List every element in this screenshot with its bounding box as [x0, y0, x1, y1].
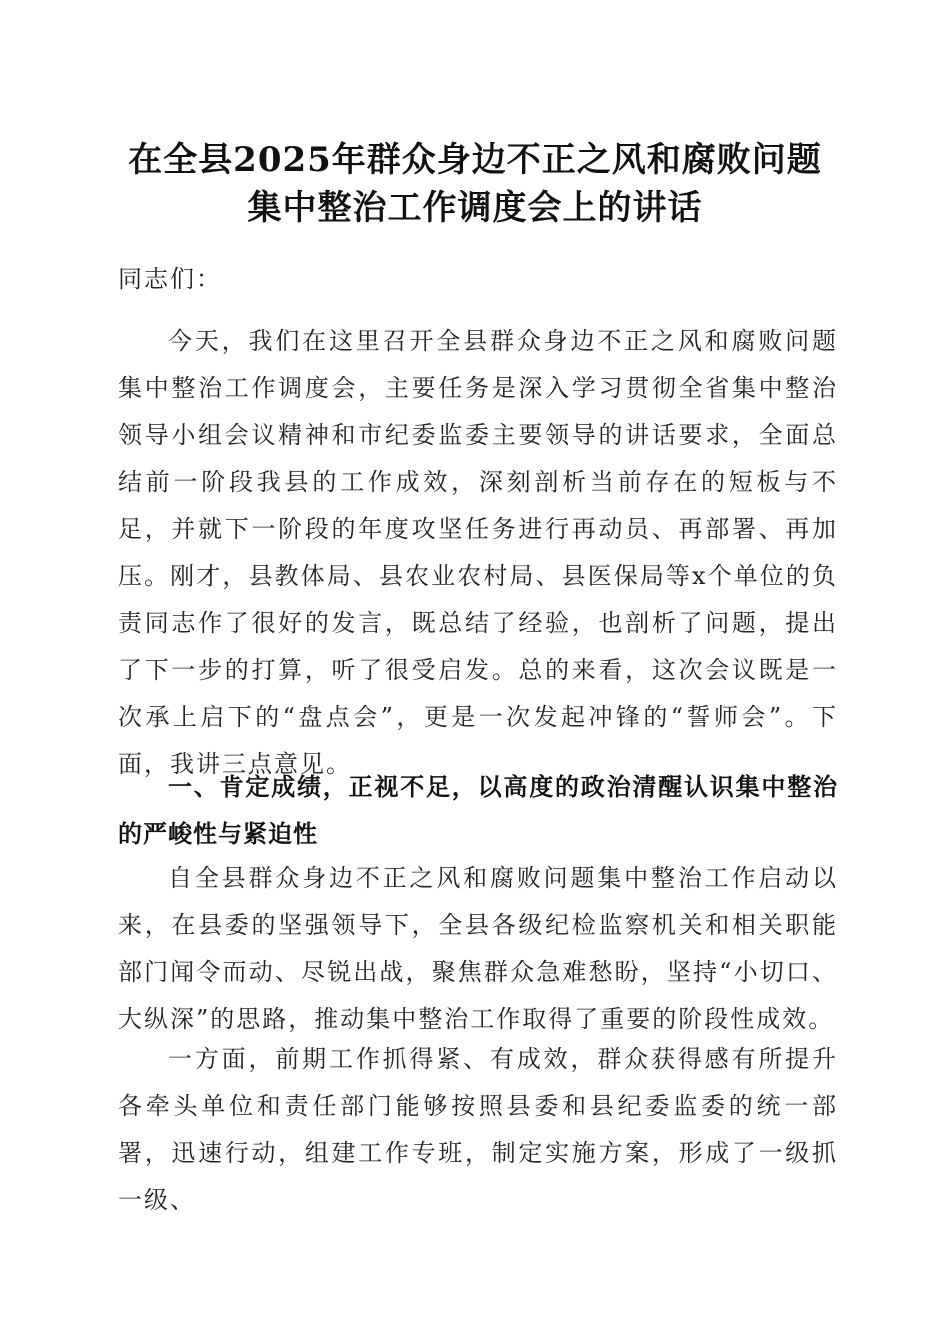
paragraph-first-aspect: 一方面，前期工作抓得紧、有成效，群众获得感有所提升各牵头单位和责任部门能够按照县委和县纪委监委的统一部署，迅速行动，组建工作专班，制定实施方案，形成了一级抓一级、 [118, 1045, 838, 1214]
document-title-line-1: 在全县2025年群众身边不正之风和腐败问题 [128, 140, 822, 180]
salutation: 同志们： [118, 265, 222, 293]
paragraph-opening: 今天，我们在这里召开全县群众身边不正之风和腐败问题集中整治工作调度会，主要任务是深入学习贯彻全省集中整治领导小组会议精神和市纪委监委主要领导的讲话要求，全面总结前一阶段我县的工作成效，深刻剖析当前存在的短板与不足，并就下一阶段的年度攻坚任务进行再动员、再部署、再加压。刚才，县教体局、县农业农村局、县医保局等x个单位的负责同志作了很好的发言，既总结了经验，也剖析了问题，提出了下一步的打算，听了很受启发。总的来看，这次会议既是一次承上启下的“盘点会”，更是一次发起冲锋的“誓师会”。下面，我讲三点意见。 [118, 327, 838, 778]
paragraph-achievements: 自全县群众身边不正之风和腐败问题集中整治工作启动以来，在县委的坚强领导下，全县各级纪检监察机关和相关职能部门闻令而动、尽锐出战，聚焦群众急难愁盼，坚持“小切口、大纵深”的思路，推动集中整治工作取得了重要的阶段性成效。 [118, 864, 838, 1033]
section-heading-1: 一、肯定成绩，正视不足，以高度的政治清醒认识集中整治的严峻性与紧迫性 [118, 773, 838, 848]
document-title-line-2: 集中整治工作调度会上的讲话 [247, 188, 703, 228]
